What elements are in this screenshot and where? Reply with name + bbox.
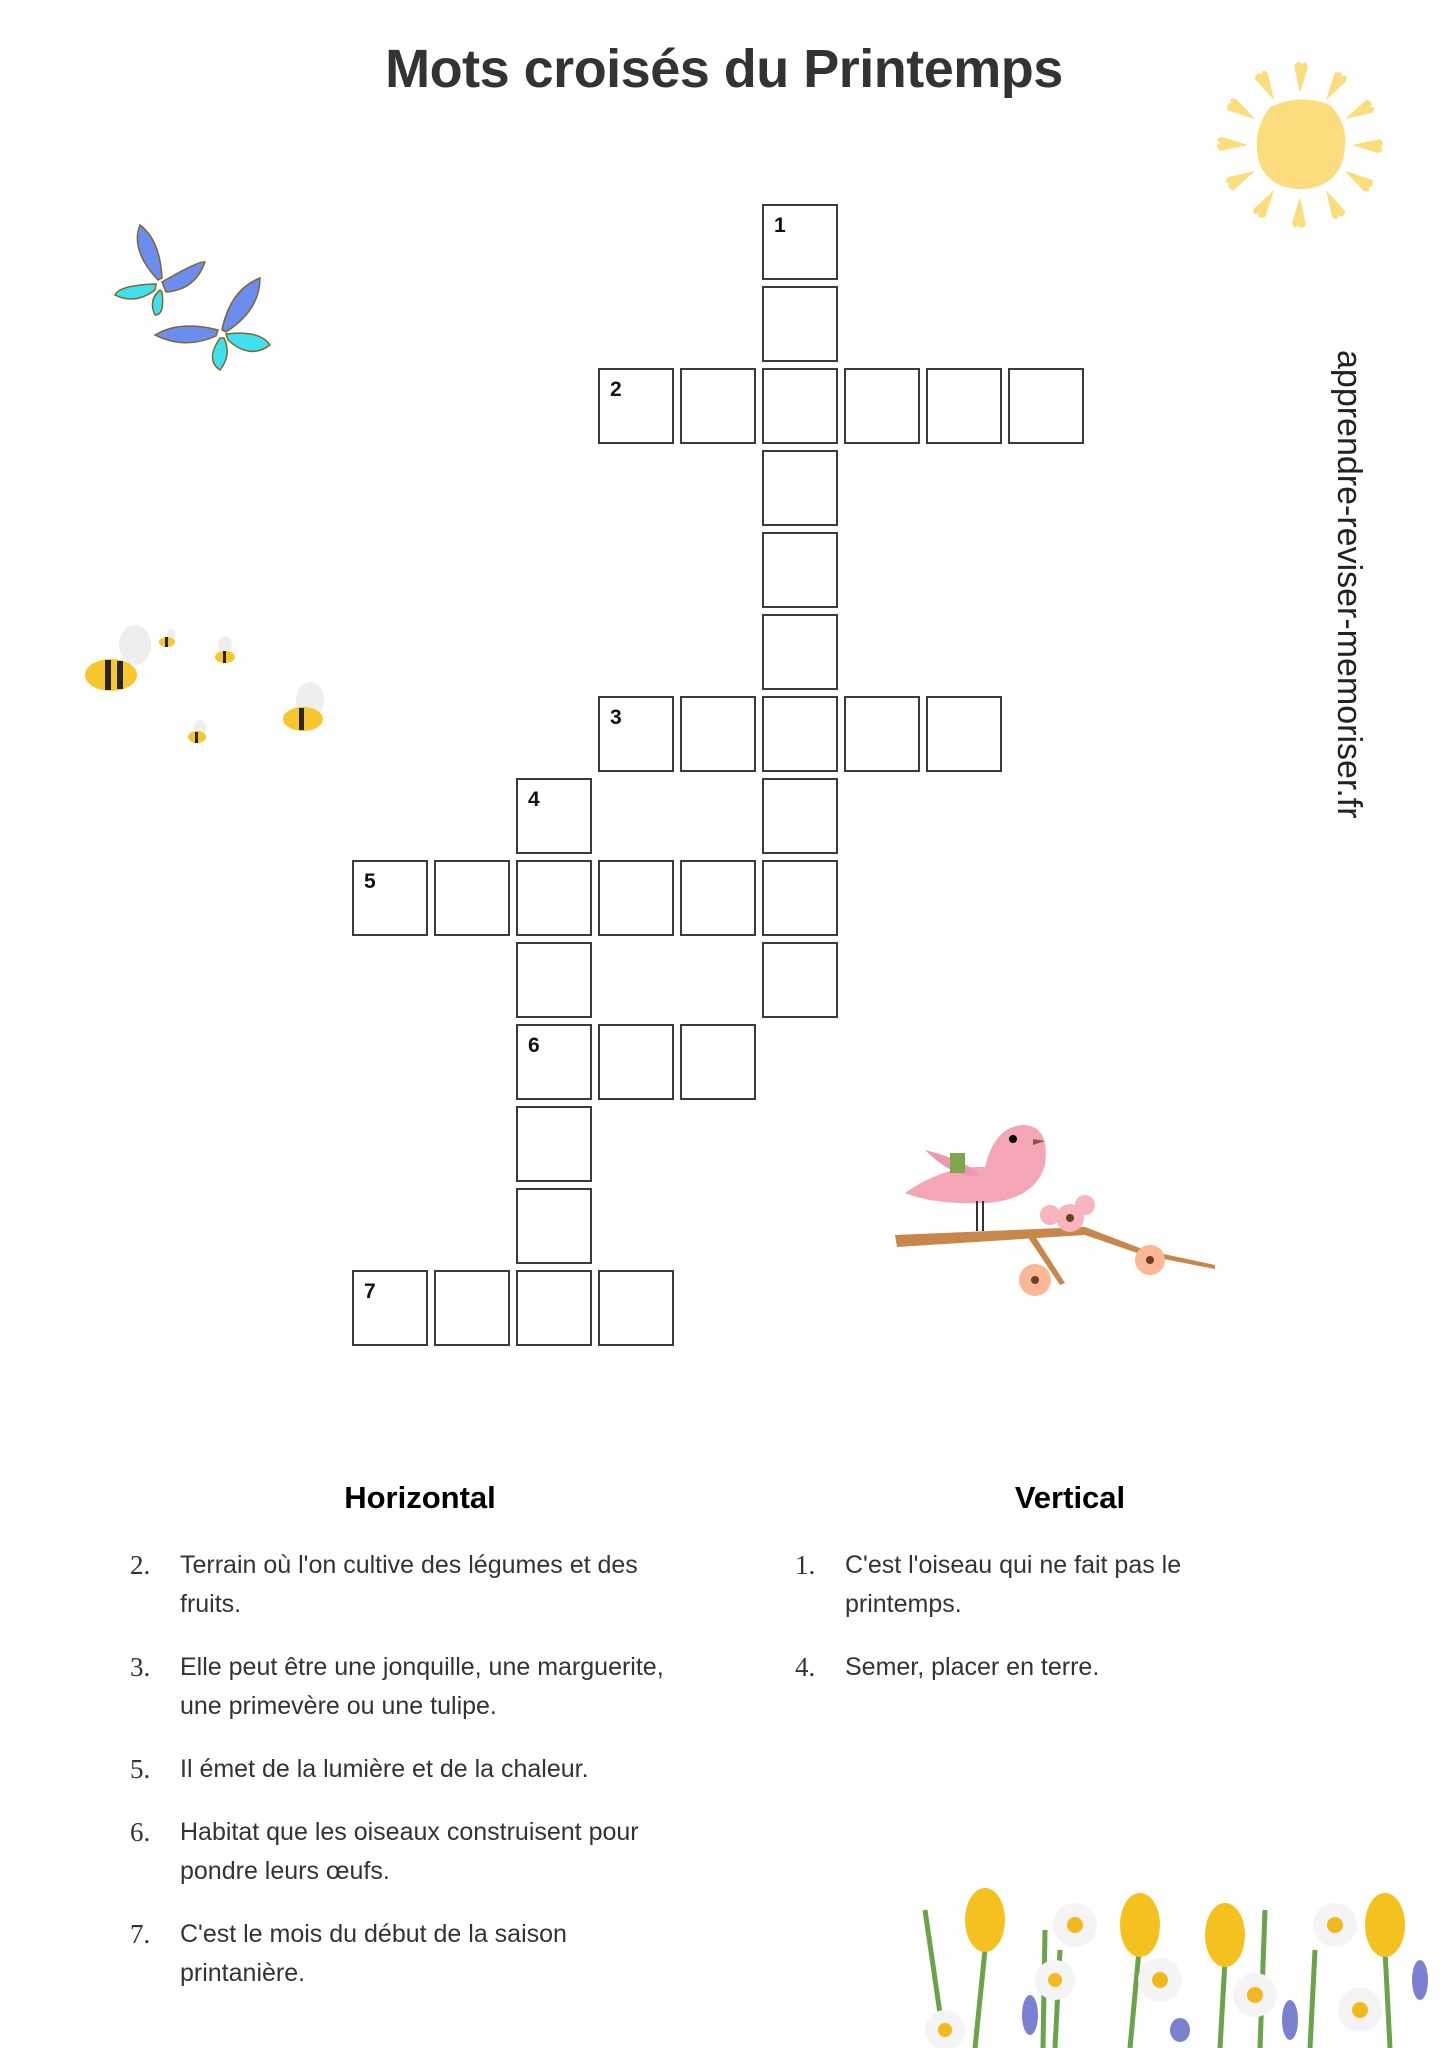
clue-number: 3. [130, 1652, 151, 1682]
crossword-cell[interactable] [762, 614, 838, 690]
clue-number: 5. [130, 1754, 151, 1784]
crossword-cell[interactable] [762, 204, 838, 280]
vertical-clues [795, 1480, 1275, 1711]
crossword-cell[interactable] [762, 286, 838, 362]
clue-item [130, 1648, 690, 1726]
crossword-cell[interactable] [680, 368, 756, 444]
butterflies-icon [110, 220, 280, 380]
clue-text: Il émet de la lumière et de la chaleur. [180, 1755, 589, 1783]
crossword-cell[interactable] [516, 860, 592, 936]
clue-number: 2. [130, 1550, 151, 1580]
crossword-cell[interactable] [516, 942, 592, 1018]
crossword-cell[interactable] [434, 860, 510, 936]
clue-number-label: 5 [364, 870, 376, 893]
clue-item [130, 1813, 690, 1891]
clue-number-label: 6 [528, 1034, 540, 1057]
sun-icon [1210, 55, 1390, 235]
crossword-cell[interactable] [598, 368, 674, 444]
clue-number-label: 1 [774, 214, 786, 237]
clue-text: Semer, placer en terre. [845, 1653, 1100, 1681]
clue-number: 4. [795, 1652, 816, 1682]
bird-on-branch-icon [885, 1105, 1225, 1325]
crossword-cell[interactable] [598, 860, 674, 936]
crossword-cell[interactable] [434, 1270, 510, 1346]
clue-number: 6. [130, 1817, 151, 1847]
horizontal-heading: Horizontal [344, 1480, 496, 1515]
crossword-cell[interactable] [516, 1106, 592, 1182]
page-title: Mots croisés du Printemps [385, 39, 1063, 99]
clue-text: C'est le mois du début de la saison printanière. [180, 1920, 567, 1987]
website-url: apprendre-reviser-memoriser.fr [1330, 350, 1368, 819]
crossword-cell[interactable] [516, 1188, 592, 1264]
clue-text: Terrain où l'on cultive des légumes et des fruits. [180, 1551, 638, 1618]
crossword-cell[interactable] [762, 778, 838, 854]
clue-item [130, 1750, 690, 1789]
crossword-cell[interactable] [762, 942, 838, 1018]
crossword-cell[interactable] [1008, 368, 1084, 444]
clue-item [795, 1546, 1275, 1624]
clue-text: Habitat que les oiseaux construisent pour pondre leurs œufs. [180, 1818, 639, 1885]
vertical-heading: Vertical [1014, 1480, 1126, 1515]
clue-text: C'est l'oiseau qui ne fait pas le printemps. [845, 1551, 1182, 1618]
crossword-cell[interactable] [598, 696, 674, 772]
crossword-cell[interactable] [680, 860, 756, 936]
crossword-cell[interactable] [762, 450, 838, 526]
crossword-cell[interactable] [516, 1024, 592, 1100]
clue-item [130, 1915, 690, 1993]
crossword-cell[interactable] [598, 1270, 674, 1346]
crossword-cell[interactable] [762, 368, 838, 444]
clue-number-label: 2 [610, 378, 622, 401]
clue-number-label: 3 [610, 706, 622, 729]
clue-text: Elle peut être une jonquille, une marguerite, une primevère ou une tulipe. [180, 1653, 664, 1720]
crossword-cell[interactable] [352, 860, 428, 936]
crossword-cell[interactable] [926, 696, 1002, 772]
crossword-cell[interactable] [516, 1270, 592, 1346]
spring-flowers-border [915, 1870, 1448, 2048]
crossword-cell[interactable] [926, 368, 1002, 444]
clue-number-label: 7 [364, 1280, 376, 1303]
clue-number: 1. [795, 1550, 816, 1580]
crossword-cell[interactable] [516, 778, 592, 854]
crossword-cell[interactable] [762, 696, 838, 772]
crossword-cell[interactable] [680, 696, 756, 772]
bees-icon [75, 595, 345, 755]
crossword-cell[interactable] [352, 1270, 428, 1346]
clue-item [130, 1546, 690, 1624]
crossword-cell[interactable] [844, 368, 920, 444]
crossword-cell[interactable] [762, 860, 838, 936]
crossword-cell[interactable] [844, 696, 920, 772]
horizontal-clues [130, 1480, 690, 2017]
clue-number: 7. [130, 1919, 151, 1949]
crossword-cell[interactable] [762, 532, 838, 608]
crossword-cell[interactable] [598, 1024, 674, 1100]
crossword-cell[interactable] [680, 1024, 756, 1100]
clue-item [795, 1648, 1275, 1687]
clue-number-label: 4 [528, 788, 540, 811]
